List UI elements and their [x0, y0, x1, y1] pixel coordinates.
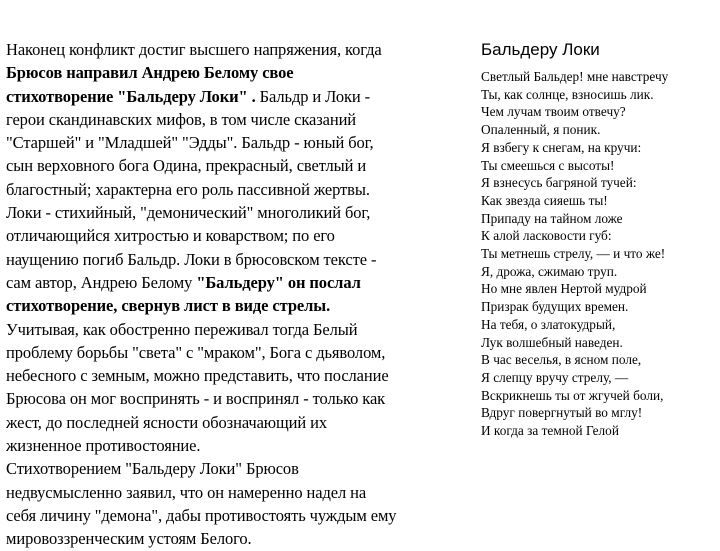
article-bold-text: "Бальдеру" он послал [196, 272, 361, 292]
poem-body [481, 68, 717, 440]
poem-line: Но мне явлен Нертой мудрой [481, 281, 647, 297]
article-text-run: "Старшей" и "Младшей" "Эдды". Бальдр - юный бог, [6, 133, 374, 153]
article-text-run: Учитывая, как обостренно переживал тогда Белый [6, 319, 358, 339]
article-line [6, 341, 466, 364]
poem-line: Я взбегу к снегам, на кручи: [481, 139, 642, 155]
article-text-run: герои скандинавских мифов, в том числе сказаний [6, 109, 357, 129]
article-line [6, 411, 466, 434]
article-line [6, 38, 466, 61]
poem-line: К алой ласковости губ: [481, 228, 612, 244]
article-line [6, 224, 466, 247]
article-line [6, 154, 466, 177]
article-line [6, 201, 466, 224]
poem-line: И когда за темной Гелой [481, 423, 619, 439]
article-line [6, 294, 466, 317]
poem-column [481, 40, 717, 440]
poem-line: Припаду на тайном ложе [481, 210, 623, 226]
poem-title: Бальдеру Локи [481, 40, 600, 59]
article-line [6, 457, 466, 480]
article-text-run: благостный; характерна его роль пассивной жертвы. [6, 179, 370, 199]
article-text-run: Брюсова он мог воспринять - и воспринял - только как [6, 389, 386, 409]
article-line [6, 387, 466, 410]
article-line [6, 434, 466, 457]
article-line [6, 108, 466, 131]
article-text-run: сын верховного бога Одина, прекрасный, светлый и [6, 156, 367, 176]
article-line [6, 318, 466, 341]
poem-line: Вскрикнешь ты от жгучей боли, [481, 387, 664, 403]
article-text-run: недвусмысленно заявил, что он намеренно надел на [6, 482, 367, 502]
article-text-run: Стихотворением "Бальдеру Локи" Брюсов [6, 459, 299, 479]
poem-line: Я взнесусь багряной тучей: [481, 175, 637, 191]
poem-line: Вдруг повергнутый во мглу! [481, 405, 643, 421]
article-text-run: отличающийся хитростью и коварством; по его [6, 226, 335, 246]
poem-line: Ты смеешься с высоты! [481, 157, 615, 173]
article-line [6, 527, 466, 550]
article-text-run: Наконец конфликт достиг высшего напряжения, когда [6, 40, 382, 59]
article-text-run: сам автор, Андрею Белому [6, 272, 197, 292]
article-text-run: себя личину "демона", дабы противостоять чуждым ему [6, 505, 397, 525]
poem-line: Я, дрожа, сжимаю труп. [481, 263, 618, 279]
article-line [6, 85, 466, 108]
poem-line: На тебя, о златокудрый, [481, 316, 616, 332]
poem-line: Я слепцу вручу стрелу, — [481, 369, 629, 385]
poem-line: Чем лучам твоим отвечу? [481, 104, 626, 120]
article-text-run: Локи - стихийный, "демонический" многоликий бог, [6, 203, 371, 223]
article-text [6, 38, 466, 551]
article-bold-text: стихотворение, свернув лист в виде стрелы. [6, 296, 331, 316]
article-text-run: мировоззренческим устоям Белого. [6, 529, 252, 549]
article-line [6, 178, 466, 201]
article-text-run: жест, до последней ясности обозначающий их [6, 412, 328, 432]
poem-line: Ты, как солнце, взносишь лик. [481, 86, 654, 102]
poem-line: Призрак будущих времен. [481, 299, 629, 315]
article-line [6, 481, 466, 504]
article-text-run: наущению погиб Бальдр. Локи в брюсовском тексте - [6, 249, 377, 269]
article-line [6, 504, 466, 527]
article-line [6, 364, 466, 387]
article-line [6, 271, 466, 294]
poem-line: В час веселья, в ясном поле, [481, 352, 642, 368]
article-line [6, 131, 466, 154]
poem-line: Светлый Бальдер! мне навстречу [481, 69, 669, 84]
article-bold-text: Брюсов направил Андрею Белому свое [6, 63, 294, 83]
article-text-run: проблему борьбы "света" с "мраком", Бога с дьяволом, [6, 342, 386, 362]
article-bold-text: стихотворение "Бальдеру Локи" . [6, 86, 256, 106]
article-line [6, 248, 466, 271]
poem-line: Как звезда сияешь ты! [481, 192, 608, 208]
article-text-run: жизненное противостояние. [6, 436, 201, 456]
poem-line: Опаленный, я поник. [481, 122, 601, 138]
poem-line: Ты метнешь стрелу, — и что же! [481, 246, 666, 262]
poem-line: Лук волшебный наведен. [481, 334, 623, 350]
article-line [6, 61, 466, 84]
article-text-run: Бальдр и Локи - [255, 86, 371, 106]
article-text-run: небесного с земным, можно представить, что послание [6, 366, 389, 386]
